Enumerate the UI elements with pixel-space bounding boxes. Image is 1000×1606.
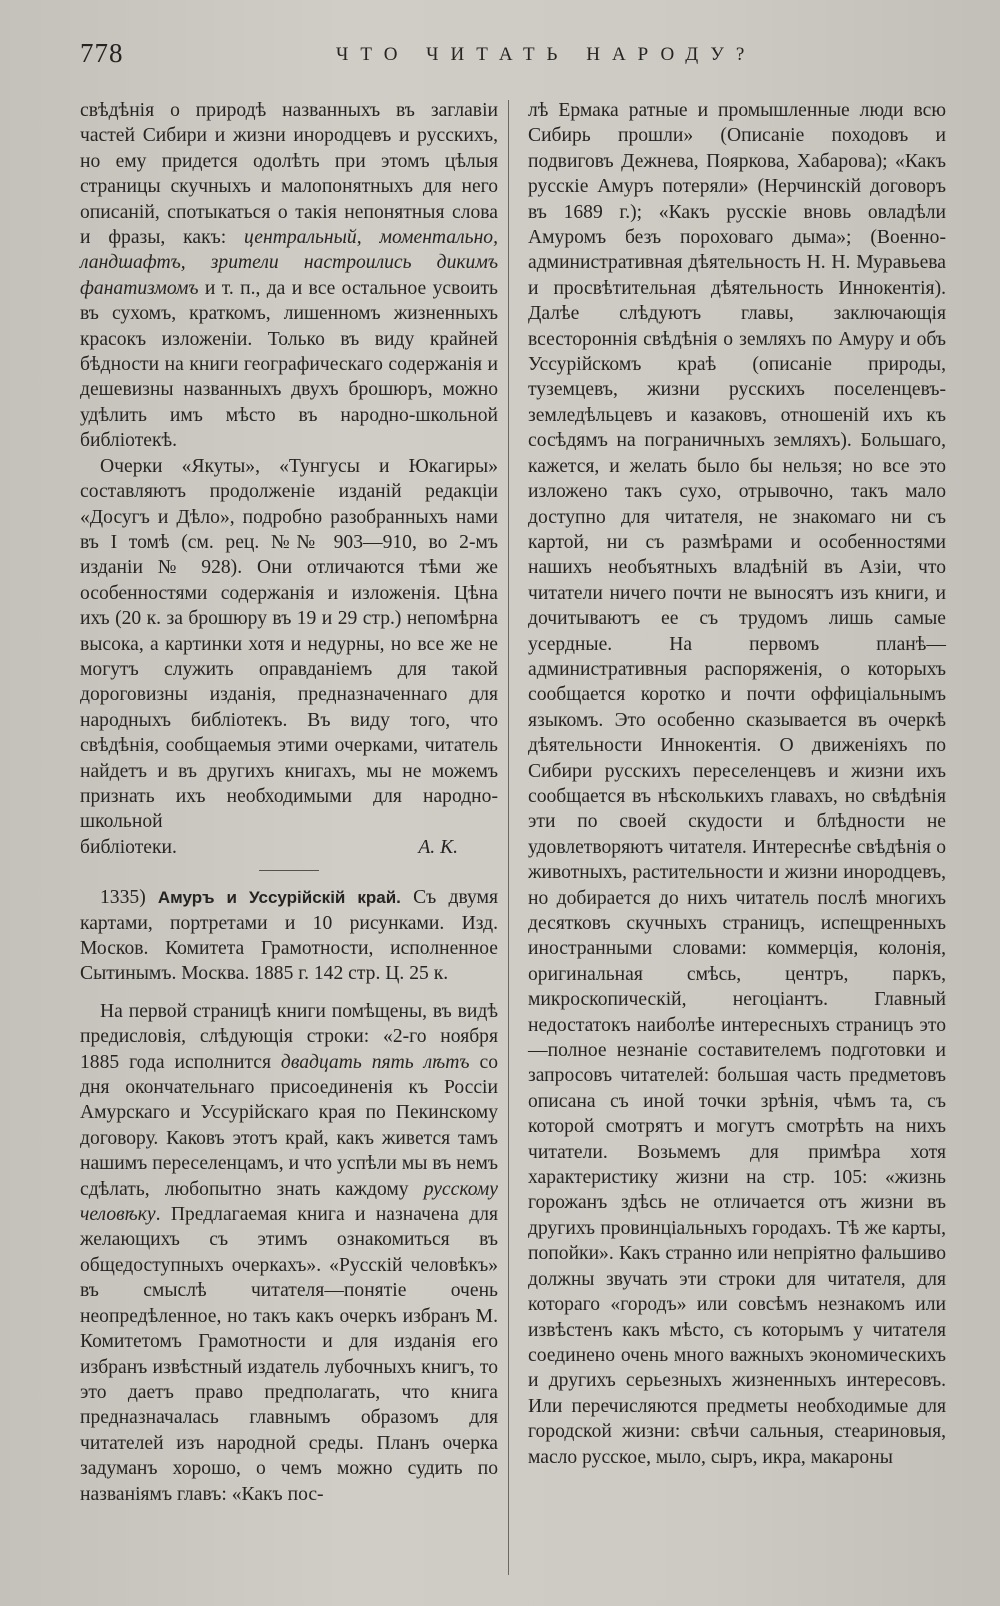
review-author: А. К. [418, 836, 458, 858]
entry-title: Амуръ и Уссурійскій край. [157, 888, 401, 908]
left-column [80, 98, 498, 1507]
review-signature-line [80, 835, 498, 860]
paragraph-amur-review-continued: лѣ Ермака ратные и промышленные люди всю Сибирь прошли» (Описаніе походовъ и подвиговъ Дежнева, Пояркова, Хабарова); «Какъ русскіе Амуръ потеряли» (Нерчинскій договоръ въ 1689 г.); «Какъ русскіе вновь овладѣли Амуромъ безъ пороховаго дыма»; (Военно-административная дѣятельность Н. Н. Муравьева и просвѣтительная дѣятельность Иннокентія). Далѣе слѣдуютъ главы, заключающія всестороннія свѣдѣнія о земляхъ по Амуру и объ Уссурійскомъ краѣ (описаніе природы, туземцевъ, жизни русскихъ поселенцевъ-земледѣльцевъ и казаковъ, отношеній ихъ къ сосѣдямъ на пограничныхъ земляхъ). Большаго, кажется, и желать было бы нельзя; но все это изложено такъ сухо, отрывочно, такъ мало доступно для читателя, не знакомаго ни съ картой, ни съ размѣрами и особенностями нашихъ необъятныхъ владѣній въ Азіи, что читатели ничего почти не выносятъ изъ книги, и дочитываютъ ее съ трудомъ лишь самые усердные. На первомъ планѣ—административныя распоряженія, о которыхъ сообщается коротко и почти оффиціальнымъ языкомъ. Это особенно сказывается въ очеркѣ дѣятельности Иннокентія. О движеніяхъ по Сибири русскихъ переселенцевъ и жизни ихъ сообщается въ нѣсколькихъ главахъ, но свѣдѣнія эти по своей скудости и блѣдности не удовлетворяютъ читателя. Интереснѣе свѣдѣнія о животныхъ, растительности и жизни инородцевъ, но добирается до нихъ читатель послѣ многихъ десятковъ скучныхъ страницъ, испещренныхъ иностранными словами: коммерція, колонія, оригинальная смѣсь, центръ, паркъ, микроскопическій, негоціантъ. Главный недостатокъ наиболѣе интересныхъ страницъ это—полное незнаніе составителемъ подготовки и запросовъ читателей: большая часть предметовъ описана съ иной точки зрѣнія, чѣмъ та, съ которой смотрятъ и могутъ смотрѣть на нихъ читатели. Возьмемъ для примѣра хотя характеристику жизни на стр. 105: «жизнь горожанъ здѣсь не отличается отъ жизни въ другихъ провинціальныхъ городахъ. Тѣ же карты, попойки». Какъ странно или непріятно фальшиво должны звучать эти строки для читателя, для котораго «городъ» или совсѣмъ незнакомъ или извѣстенъ какъ мѣсто, съ которымъ у читателя соединено очень много важныхъ экономическихъ и другихъ серьезныхъ жизненныхъ интересовъ. Или перечисляются предметы необходимые для городской жизни: свѣчи сальныя, стеариновыя, масло русское, мыло, сыръ, икра, макароны [528, 100, 946, 1468]
page-number: 778 [80, 38, 124, 68]
paragraph-amur-review: На первой страницѣ книги помѣщены, въ видѣ предисловія, слѣдующія строки: «2-го ноября 1885 года исполнится двадцать пять лѣтъ со дня окончательнаго присоединенія къ Россіи Амурскаго и Уссурійскаго края по Пекинскому договору. Каковъ этотъ край, какъ живется тамъ нашимъ переселенцамъ, и что успѣли мы въ немъ сдѣлать, любопытно знать каждому русскому человѣку. Предлагаемая книга и назначена для желающихъ съ этимъ ознакомиться въ общедоступныхъ очеркахъ». «Русскій человѣкъ» въ смыслѣ читателя—понятіе очень неопредѣленное, но такъ какъ очеркъ избранъ М. Комитетомъ Грамотности и для изданія его избранъ извѣстный издатель лубочныхъ книгъ, то это даетъ право предполагать, что книга предназначалась главнымъ образомъ для читателей изъ народной среды. Планъ очерка задуманъ хорошо, о чемъ можно судить по названіямъ главъ: «Какъ пос- [80, 1000, 499, 1505]
last-word: библіотеки. [80, 836, 177, 858]
section-divider [259, 870, 319, 871]
page-header [80, 38, 960, 74]
column-divider [508, 100, 509, 1575]
right-column [528, 98, 946, 1470]
running-title: ЧТО ЧИТАТЬ НАРОДУ? [336, 44, 757, 65]
entry-1335-heading: 1335) Амуръ и Уссурійскій край. Съ двумя картами, портретами и 10 рисунками. Изд. Москов. Комитета Грамотности, исполненное Сытинымъ. Москва. 1885 г. 142 стр. Ц. 25 к. [80, 887, 498, 985]
paragraph-yakuty-review: Очерки «Якуты», «Тунгусы и Юкагиры» составляютъ продолженіе изданій редакціи «Досугъ и Дѣло», подробно разобранныхъ нами въ I томѣ (см. рец. №№ 903—910, во 2-мъ изданіи № 928). Они отличаются тѣми же особенностями содержанія и изложенія. Цѣна ихъ (20 к. за брошюру въ 19 и 29 стр.) непомѣрна высока, а картинки хотя и недурны, но все же не могутъ служить оправданіемъ для такой дороговизны изданія, предназначеннаго для народныхъ библіотекъ. Въ виду того, что свѣдѣнія, сообщаемыя этими очерками, читатель найдетъ и въ другихъ книгахъ, мы не можемъ признать ихъ необходимыми для народно-школьной [80, 455, 498, 833]
paragraph-continued: свѣдѣнія о природѣ названныхъ въ заглавіи частей Сибири и жизни инородцевъ и русскихъ, но ему придется одолѣть при этомъ цѣлыя страницы скучныхъ и малопонятныхъ для него описаній, спотыкаться о такія непонятныя слова и фразы, какъ: центральный, моментально, ландшафтъ, зрители настроились дикимъ фанатизмомъ и т. п., да и все остальное усвоить въ сухомъ, краткомъ, лишенномъ жизненныхъ красокъ изложеніи. Только въ виду крайней бѣдности на книги географическаго содержанія и дешевизны названныхъ двухъ брошюръ, можно удѣлить имъ мѣсто въ народно-школьной библіотекѣ. [80, 100, 498, 452]
